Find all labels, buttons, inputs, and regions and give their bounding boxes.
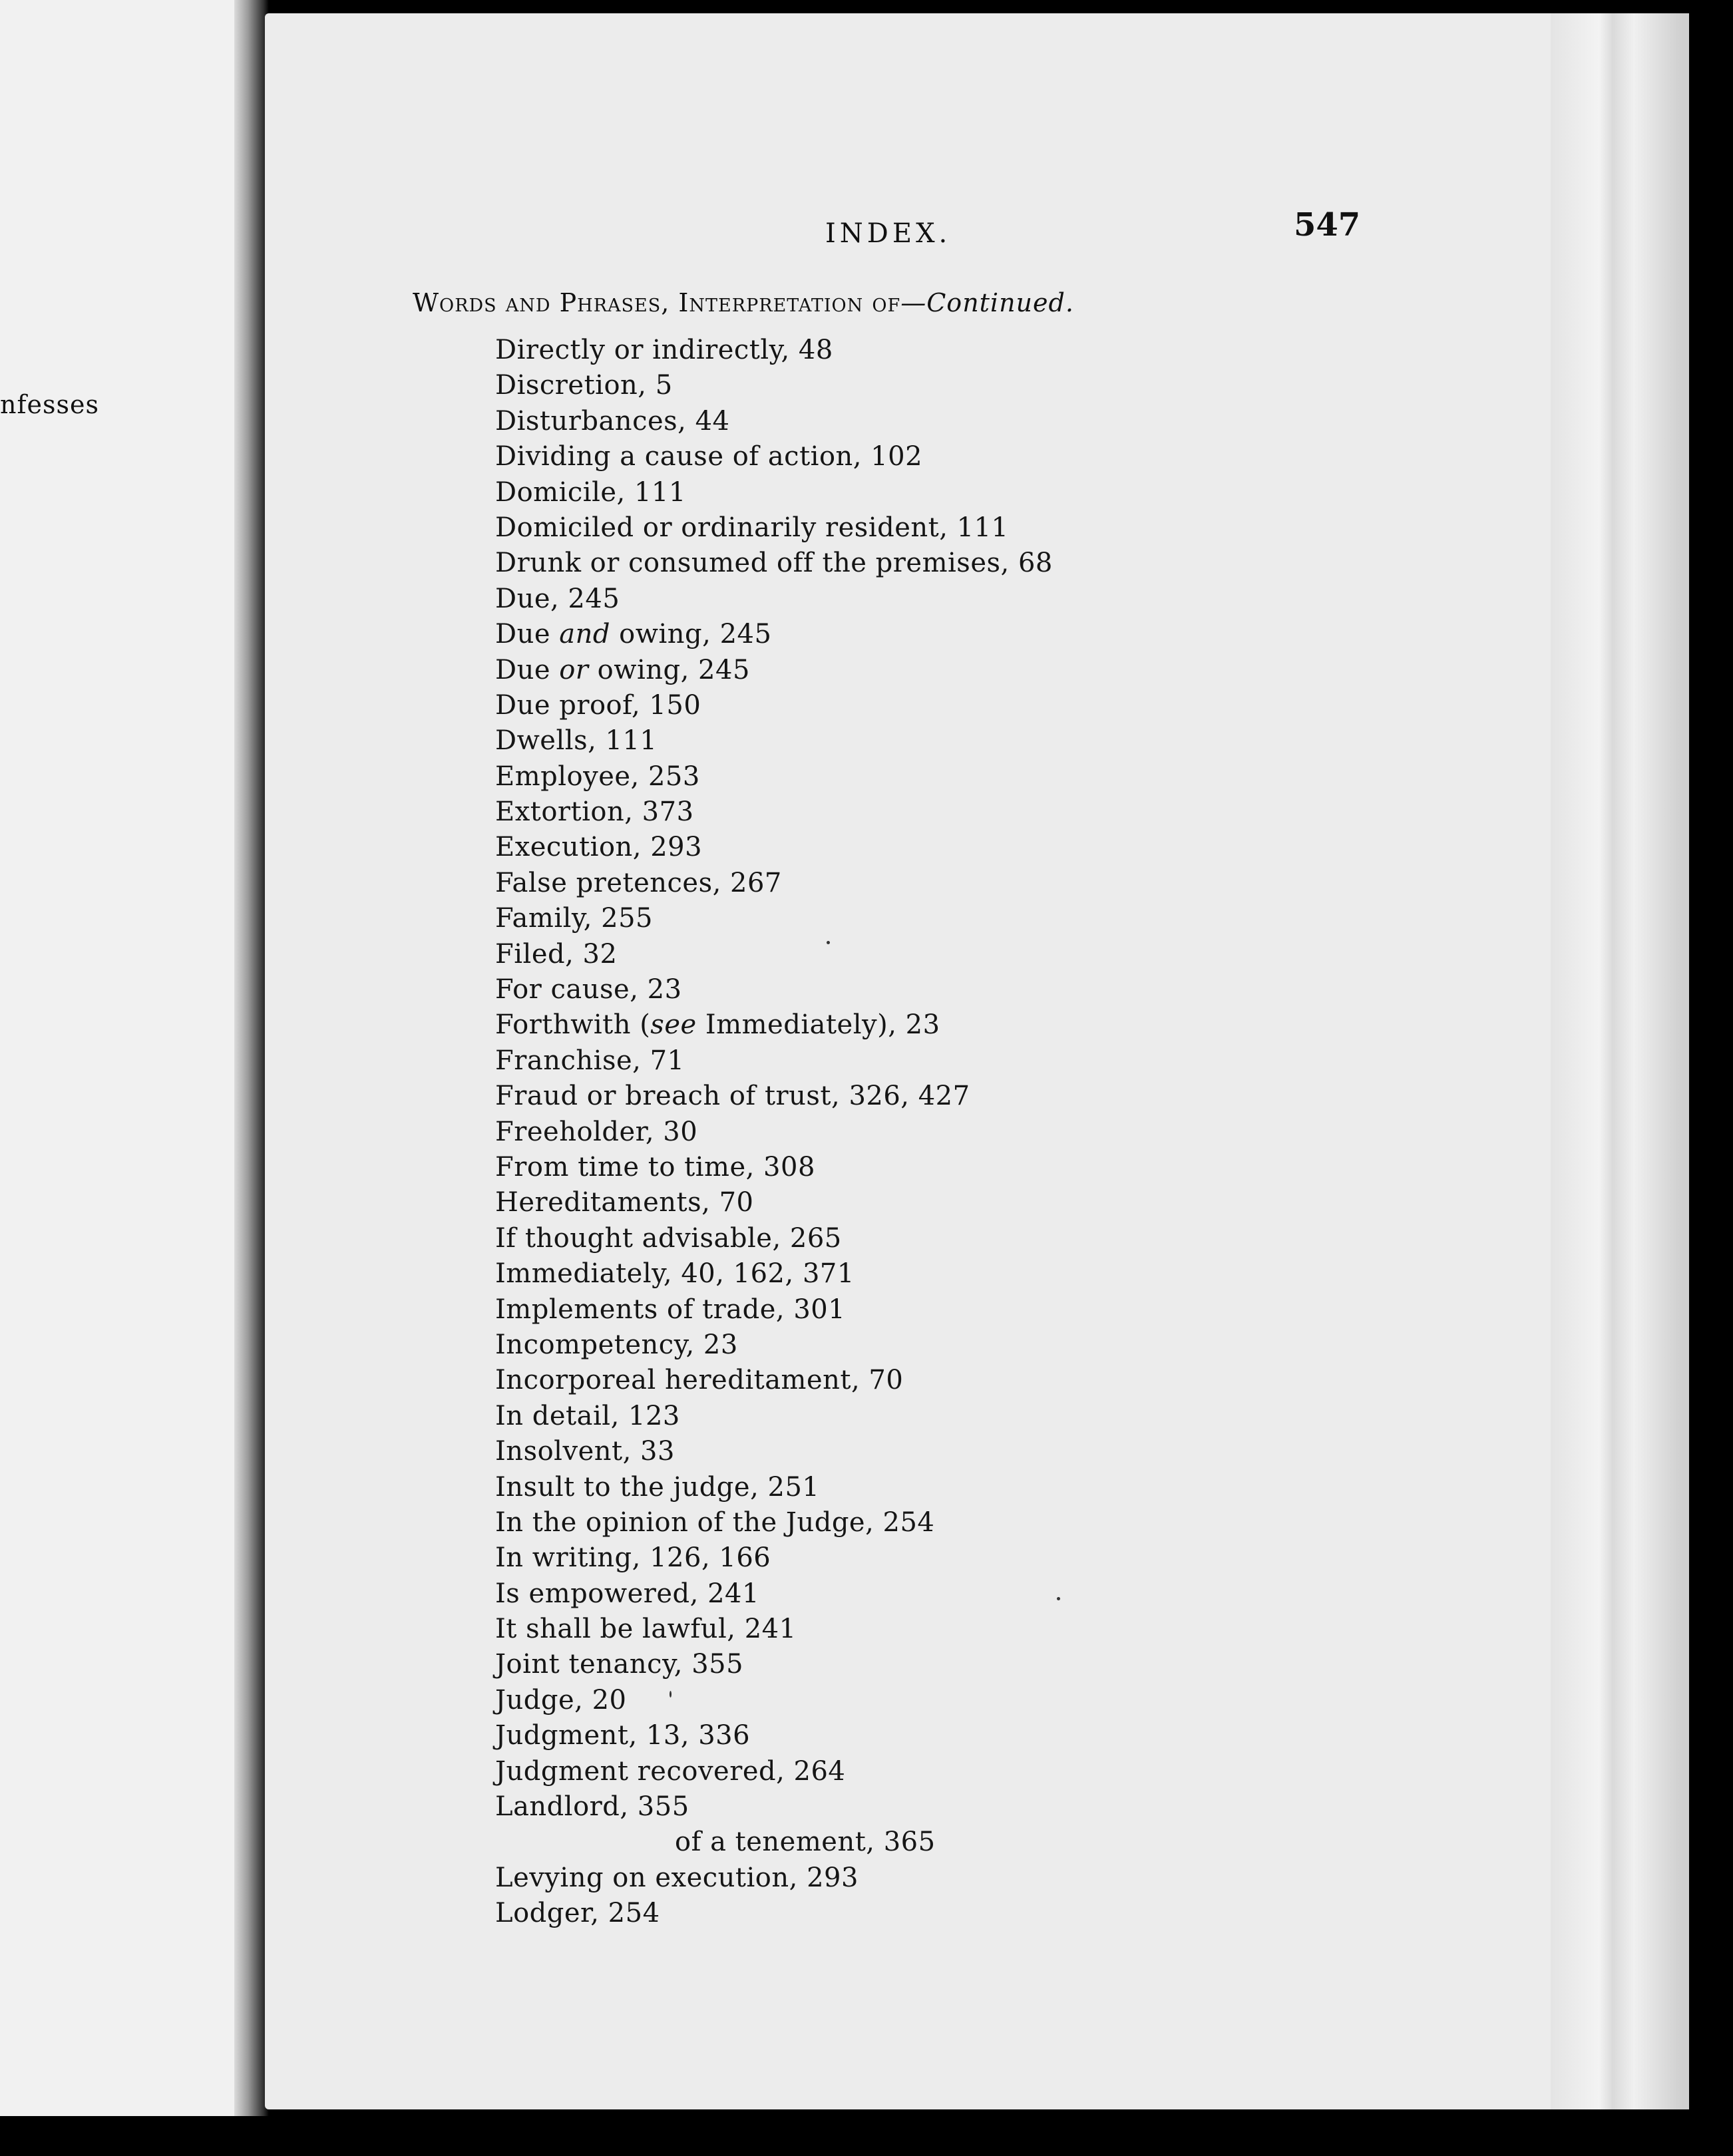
index-entry: Levying on execution, 293 [495,1862,859,1893]
index-entry: Execution, 293 [495,832,703,863]
index-entry: Filed, 32 [495,938,618,970]
entry-text: Immediately), 23 [696,1009,940,1041]
index-entry: Employee, 253 [495,761,700,792]
index-entry: Insult to the judge, 251 [495,1471,820,1503]
section-heading-continued: —Continued. [900,288,1074,317]
index-entry [495,617,1053,652]
scan-speck [670,1691,672,1698]
index-entry: Incompetency, 23 [495,1329,738,1360]
index-entry: Insolvent, 33 [495,1436,675,1467]
index-entry: Due proof, 150 [495,689,701,721]
section-heading-title: Words and Phrases, Interpretation of [413,288,901,317]
index-entry: Domiciled or ordinarily resident, 111 [495,512,1009,543]
index-entry: Judgment, 13, 336 [495,1720,751,1751]
index-entry: Fraud or breach of trust, 326, 427 [495,1081,970,1112]
page-number: 547 [1294,206,1361,244]
index-entry: Discretion, 5 [495,370,673,401]
index-entry: If thought advisable, 265 [495,1222,842,1254]
index-entry: In detail, 123 [495,1400,680,1431]
book-gutter [234,0,269,2116]
index-entry [495,1007,1053,1043]
index-entry: Franchise, 71 [495,1045,685,1076]
index-subentry: of a tenement, 365 [675,1827,936,1858]
index-entry: Hereditaments, 70 [495,1187,754,1218]
index-entry: Lodger, 254 [495,1898,660,1929]
index-entry: Judge, 20 [495,1684,627,1715]
left-page-text-fragment: nfesses [0,390,100,419]
index-entry: Freeholder, 30 [495,1116,698,1147]
left-page [0,0,262,2116]
entry-text: Due [495,654,560,685]
index-entry: It shall be lawful, 241 [495,1614,797,1645]
index-entry: Domicile, 111 [495,476,686,508]
index-entry: Family, 255 [495,903,653,934]
entry-text: owing, 245 [610,619,772,650]
index-entry: In the opinion of the Judge, 254 [495,1507,935,1538]
index-entry: Dividing a cause of action, 102 [495,441,923,472]
index-entry: Immediately, 40, 162, 371 [495,1258,855,1290]
index-entry: Due, 245 [495,583,620,614]
scan-speck [827,941,830,944]
entry-italic-word: and [559,619,610,650]
index-entry: Incorporeal hereditament, 70 [495,1365,904,1396]
index-entry: Implements of trade, 301 [495,1294,846,1325]
index-entry: Judgment recovered, 264 [495,1755,846,1787]
index-entry: Disturbances, 44 [495,405,730,437]
entry-text: Due [495,619,560,650]
index-entry [495,653,1053,688]
index-entry: Landlord, 355 [495,1791,689,1823]
index-entry: For cause, 23 [495,974,682,1005]
index-entry: From time to time, 308 [495,1151,815,1182]
index-entry: Is empowered, 241 [495,1578,759,1609]
index-entry-list [495,333,1053,1932]
index-entry: In writing, 126, 166 [495,1542,771,1574]
entry-italic-word: see [650,1009,697,1041]
index-entry: False pretences, 267 [495,867,782,898]
entry-text: owing, 245 [588,654,750,685]
index-entry: Directly or indirectly, 48 [495,335,833,365]
entry-italic-word: or [559,654,589,685]
entry-text: Forthwith ( [495,1009,651,1041]
index-entry: Drunk or consumed off the premises, 68 [495,548,1053,579]
section-heading [413,288,1074,317]
index-entry: Joint tenancy, 355 [495,1649,744,1680]
index-entry: Dwells, 111 [495,725,658,757]
running-head: INDEX. [825,218,952,249]
index-entry: Extortion, 373 [495,797,694,828]
page-edge [1551,13,1689,2109]
scan-speck [1057,1597,1060,1600]
